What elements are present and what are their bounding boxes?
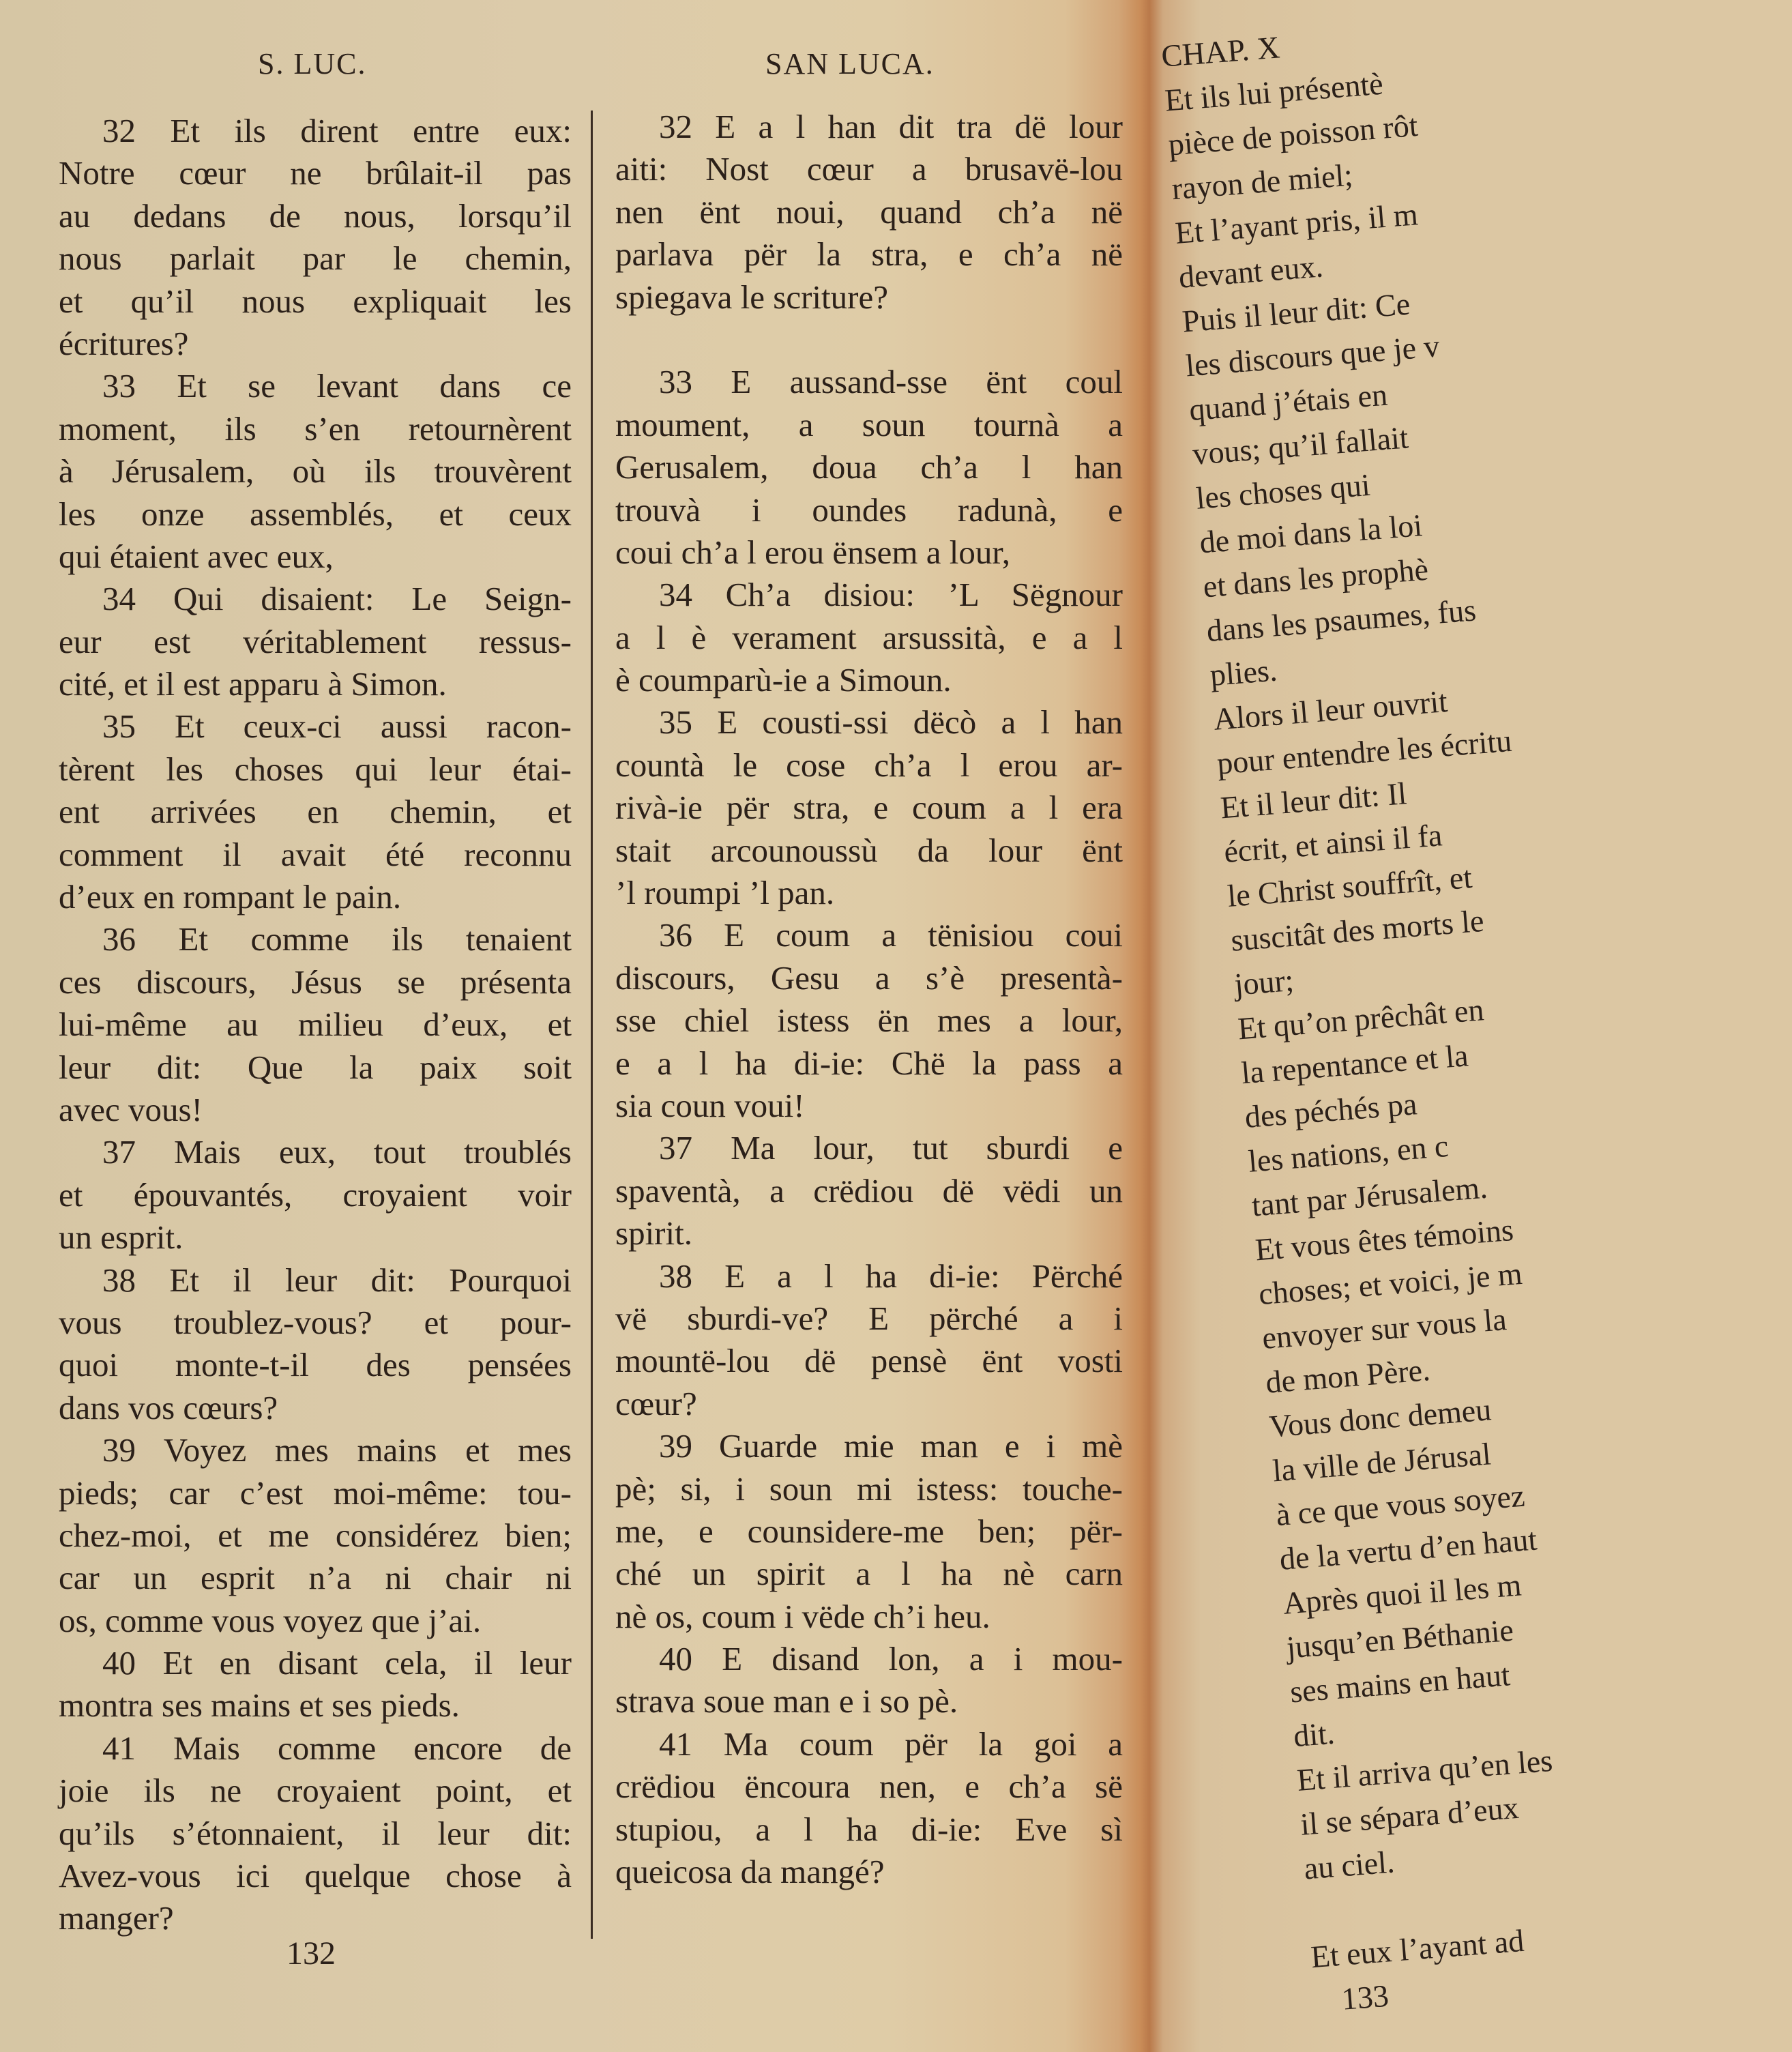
text-line: parlava për la stra, e ch’a në [615,235,1123,274]
text-line: et qu’il nous expliquait les [59,282,572,320]
running-head-middle: SAN LUCA. [765,47,935,80]
verse [59,705,572,918]
text-line: les nations, en c [1247,1128,1450,1179]
text-line: 37 Ma lour, tut sburdi e [659,1129,1123,1167]
verse [59,918,572,1131]
text-line: écritures? [59,324,189,362]
text-line: sse chiel istess ën mes a lour, [615,1001,1123,1040]
verse [615,361,1123,574]
verse [59,1429,572,1642]
text-line: ces discours, Jésus se présenta [59,963,572,1001]
text-line: Et l’ayant pris, il m [1173,196,1420,251]
text-line: vë sburdi-ve? E përché a i [615,1299,1123,1337]
text-line: nen ënt noui, quand ch’a në [615,192,1123,231]
text-line: et épouvantés, croyaient voir [59,1175,572,1214]
text-line: car un esprit n’a ni chair ni [59,1559,572,1597]
text-line: 41 Ma coum për la goi a [659,1725,1123,1763]
text-line: avec vous! [59,1090,203,1128]
text-line: stupiou, a l ha di-ie: Eve sì [615,1810,1123,1848]
page-number-right: 133 [1340,1978,1390,2017]
text-line: rayon de miel; [1170,157,1354,207]
text-line: dit. [1292,1715,1336,1754]
text-line: 32 E a l han dit tra dë lour [659,108,1123,145]
text-line: ent arrivées en chemin, et [59,793,572,831]
text-line: 41 Mais comme encore de [102,1729,572,1767]
text-line: stait arcounoussù da lour ënt [615,831,1123,869]
text-line: Et qu’on prêchât en [1236,992,1486,1046]
text-line: leur dit: Que la paix soit [59,1048,572,1086]
text-line: nè os, coum i vëde ch’i heu. [615,1597,990,1635]
text-line: moment, ils s’en retournèrent [59,409,572,448]
text-line: 36 E coum a tënisiou coui [659,916,1123,954]
text-line: countà le cose ch’a l erou ar- [615,746,1123,784]
text-line: Puis il leur dit: Ce [1181,286,1411,339]
verse [59,578,572,705]
verse [615,1723,1123,1894]
text-line: 39 Guarde mie man e i mè [659,1427,1123,1465]
text-line: choses; et voici, je m [1257,1255,1524,1312]
text-line: 34 Qui disaient: Le Seign- [102,580,572,618]
text-line: à Jérusalem, où ils trouvèrent [59,452,572,490]
verse [615,1425,1123,1638]
text-line: ses mains en haut [1289,1657,1512,1710]
text-line: ché un spirit a l ha nè carn [615,1555,1123,1593]
text-line: il se sépara d’eux [1299,1789,1521,1842]
text-line: 33 Et se levant dans ce [102,367,572,405]
text-line: de la vertu d’en haut [1278,1521,1538,1577]
text-line: crëdiou ëncoura nen, e ch’a së [615,1768,1123,1806]
text-line: CHAP. X [1160,29,1281,74]
text-line: Avez-vous ici quelque chose à [59,1857,572,1895]
text-line: manger? [59,1899,174,1937]
text-line: de moi dans la loi [1198,508,1424,560]
text-line: 37 Mais eux, tout troublés [102,1133,572,1171]
verse [615,1638,1123,1723]
text-line: tant par Jérusalem. [1250,1169,1489,1223]
text-line: les discours que je v [1184,328,1441,383]
text-line: jusqu’en Béthanie [1285,1612,1515,1665]
text-line: 40 E disand lon, a i mou- [659,1640,1123,1678]
text-line: trouvà i oundes radunà, e [615,490,1123,529]
text-line: 39 Voyez mes mains et mes [102,1431,572,1469]
text-line: montra ses mains et ses pieds. [59,1686,460,1725]
text-line: Gerusalem, doua ch’a l han [615,448,1123,486]
verse [59,1727,572,1940]
text-line: strava soue man e i so pè. [615,1682,958,1720]
text-line: Après quoi il les m [1282,1567,1523,1621]
text-line: è coumparù-ie a Simoun. [615,661,952,699]
verse [59,1642,572,1727]
text-line: envoyer sur vous la [1261,1302,1508,1356]
verse [59,1259,572,1430]
text-line: écrit, et ainsi il fa [1222,817,1443,870]
text-line: 35 Et ceux-ci aussi racon- [102,707,572,746]
text-line: devant eux. [1177,248,1325,295]
text-line: nous parlait par le chemin, [59,239,572,278]
text-line: joie ils ne croyaient point, et [59,1772,572,1810]
text-line: cité, et il est apparu à Simon. [59,665,447,703]
text-line: 32 Et ils dirent entre eux: [102,112,572,149]
french-column [59,110,572,1940]
text-line: au ciel. [1302,1844,1396,1886]
text-line: plies. [1208,652,1279,693]
verse [59,1131,572,1259]
text-line: quoi monte-t-il des pensées [59,1346,572,1384]
text-line: coui ch’a l erou ënsem a lour, [615,533,1011,571]
running-head-left: S. LUC. [258,47,367,80]
text-line: lui-même au milieu d’eux, et [59,1006,572,1044]
text-line: e a l ha di-ie: Chë la pass a [615,1044,1123,1082]
text-line: 36 Et comme ils tenaient [102,920,572,958]
text-line: pè; si, i soun mi istess: touche- [615,1469,1123,1508]
text-line: 33 E aussand-sse ënt coul [659,363,1123,401]
text-line: rivà-ie për stra, e coum a l era [615,789,1123,827]
verse [59,110,572,365]
text-line: sia coun voui! [615,1086,805,1124]
text-line: qui étaient avec eux, [59,537,334,575]
text-line: de mon Père. [1264,1352,1432,1400]
verse [59,365,572,578]
page-number-left: 132 [287,1935,336,1972]
text-line: chez-moi, et me considérez bien; [59,1516,572,1554]
verse [615,574,1123,701]
text-line: eur est véritablement ressus- [59,622,572,660]
text-line: queicosa da mangé? [615,1853,885,1891]
text-line: comment il avait été reconnu [59,835,572,873]
text-line: des péchés pa [1243,1086,1419,1135]
verse [615,1255,1123,1426]
text-line: Et eux l’ayant ad [1309,1922,1525,1975]
text-line: spirit. [615,1214,692,1252]
text-line: me, e counsidere-me ben; për- [615,1512,1123,1550]
text-line: a l è verament arsussità, e a l [615,618,1123,656]
text-line: spaventà, a crëdiou dë vëdi un [615,1171,1123,1210]
piedmontese-column [615,106,1123,1893]
facing-page [1151,0,1554,2052]
text-line: 35 E cousti-ssi dëcò a l han [659,703,1123,742]
text-line: la ville de Jérusal [1271,1436,1493,1489]
verse [615,106,1123,319]
text-line: Vous donc demeu [1267,1392,1493,1444]
text-line: un esprit. [59,1218,183,1257]
verse [615,701,1123,914]
text-line: 34 Ch’a disiou: ’L Sëgnour [659,576,1123,614]
text-line: 38 Et il leur dit: Pourquoi [102,1261,572,1299]
facing-page-text [1160,0,1792,2023]
text-line: mountë-lou dë pensè ënt vosti [615,1342,1123,1380]
text-line: vous troublez-vous? et pour- [59,1303,572,1341]
text-line: et dans les prophè [1201,551,1430,604]
text-line: jour; [1233,962,1295,1002]
text-line: quand j’étais en [1188,377,1389,428]
text-line: les onze assemblés, et ceux [59,495,572,533]
text-line: discours, Gesu a s’è presentà- [615,958,1123,997]
text-line: Alors il leur ouvrit [1212,684,1449,737]
text-line: os, comme vous voyez que j’ai. [59,1601,482,1639]
text-line: Et ils lui présentè [1163,65,1385,118]
text-line: aiti: Nost cœur a brusavë-lou [615,150,1123,188]
text-line: qu’ils s’étonnaient, il leur dit: [59,1814,572,1852]
text-line: moument, a soun tournà a [615,405,1123,443]
text-line: Notre cœur ne brûlait-il pas [59,154,572,192]
text-line: 38 E a l ha di-ie: Përché [659,1257,1123,1295]
text-line: dans les psaumes, fus [1205,592,1478,649]
text-line: d’eux en rompant le pain. [59,878,402,916]
text-line: à ce que vous soyez [1274,1478,1527,1533]
text-line: suscitât des morts le [1229,903,1486,958]
verse [615,1127,1123,1255]
text-line: le Christ souffrît, et [1226,859,1473,914]
text-line: tèrent les choses qui leur étai- [59,750,572,788]
text-line: dans vos cœurs? [59,1388,278,1426]
text-line: ’l roumpi ’l pan. [615,874,835,912]
text-line: la repentance et la [1239,1038,1470,1091]
text-line: pièce de poisson rôt [1166,107,1420,162]
text-line: Et il leur dit: Il [1219,776,1408,825]
text-line: pieds; car c’est moi-même: tou- [59,1474,572,1512]
text-line: vous; qu’il fallait [1191,420,1410,472]
text-line: Et il arriva qu’en les [1295,1742,1554,1798]
verse [615,914,1123,1127]
text-line: Et vous êtes témoins [1254,1212,1515,1267]
text-line: 40 Et en disant cela, il leur [102,1644,572,1682]
text-line: spiegava le scriture? [615,278,888,316]
text-line: cœur? [615,1384,697,1422]
text-line: les choses qui [1194,467,1372,516]
text-line: pour entendre les écritu [1216,722,1513,781]
column-divider [591,111,593,1939]
text-line: au dedans de nous, lorsqu’il [59,196,572,235]
